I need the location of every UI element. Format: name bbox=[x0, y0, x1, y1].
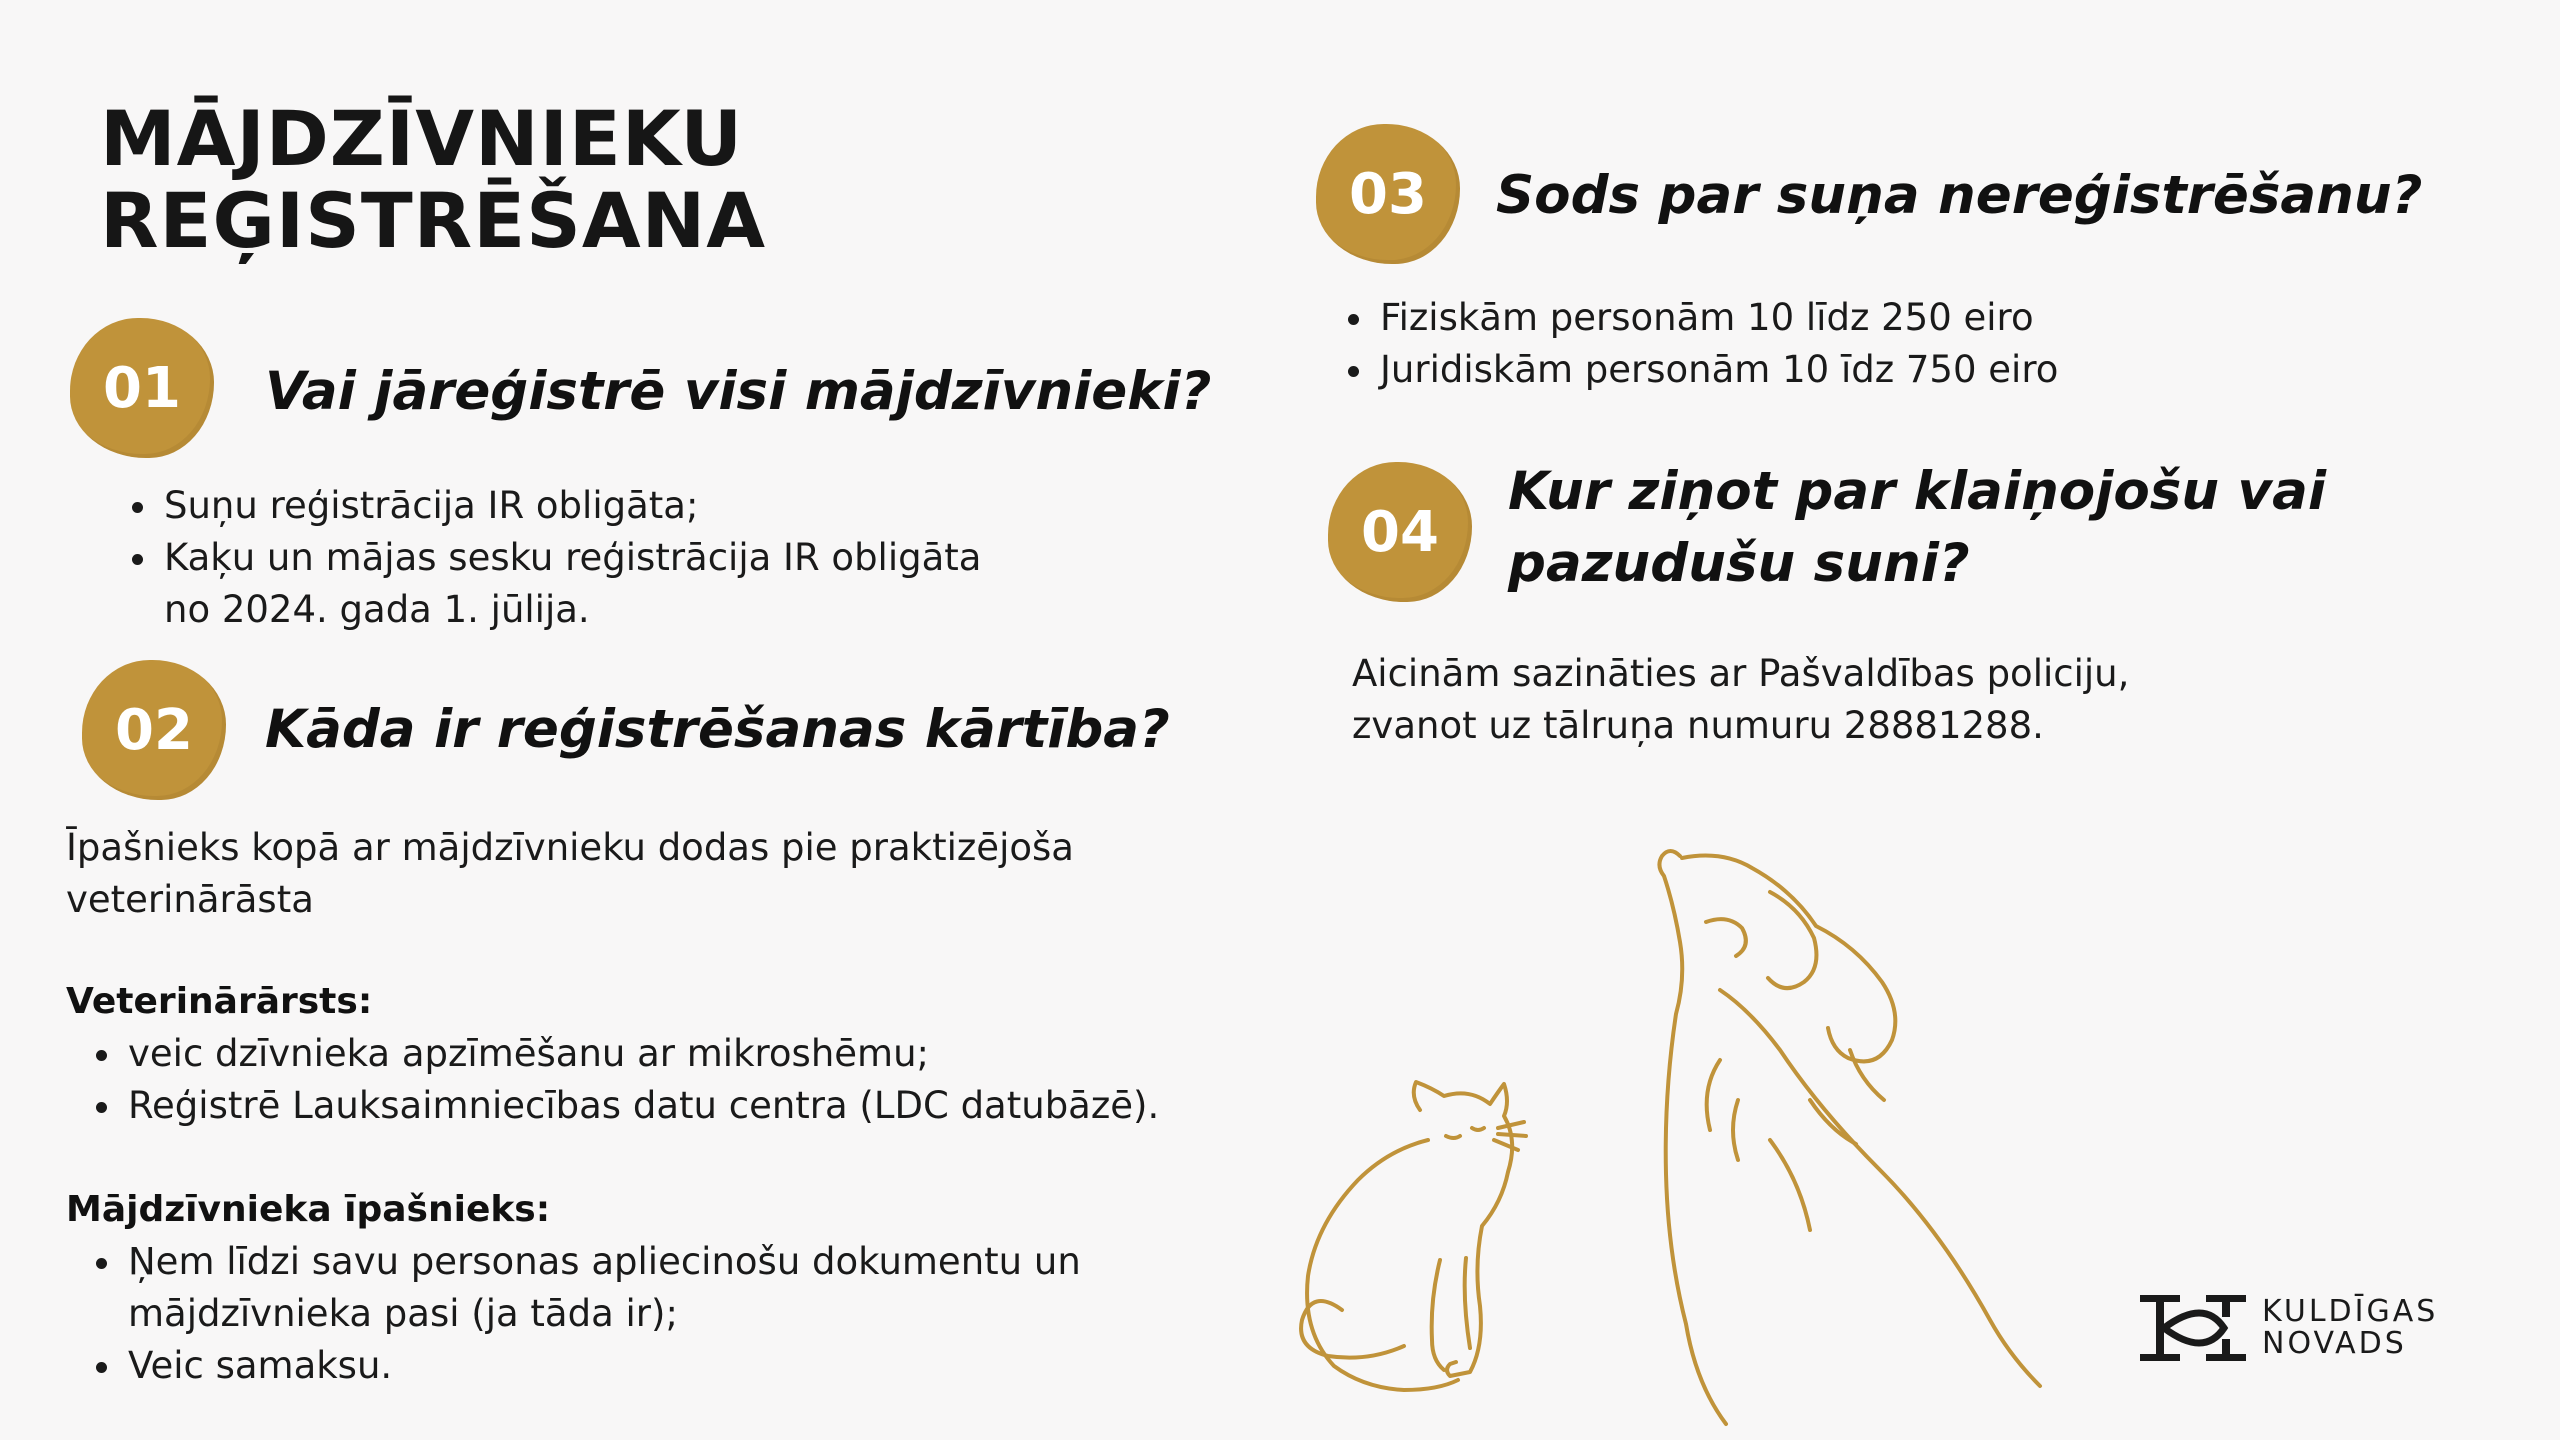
list-item: veic dzīvnieka apzīmēšanu ar mikroshēmu; bbox=[92, 1028, 1159, 1080]
section-1-heading: Vai jāreģistrē visi mājdzīvnieki? bbox=[265, 361, 1212, 422]
list-item: Veic samaksu. bbox=[92, 1340, 1081, 1392]
logo-line-1: KULDĪGAS bbox=[2262, 1294, 2439, 1329]
list-item bbox=[92, 1236, 1081, 1340]
section-4-text bbox=[1352, 648, 2129, 752]
section-3-heading: Sods par suņa nereģistrēšanu? bbox=[1496, 165, 2423, 226]
cat-and-dog-illustration bbox=[1250, 840, 2250, 1440]
section-2-intro bbox=[66, 822, 1074, 926]
logo-text bbox=[2262, 1296, 2438, 1360]
list-item: Reģistrē Lauksaimniecības datu centra (LDC datubāzē). bbox=[92, 1080, 1159, 1132]
page-title bbox=[100, 94, 767, 265]
vet-label: Veterinārārsts: bbox=[66, 981, 373, 1022]
text-line-1: Aicinām sazināties ar Pašvaldības policiju, bbox=[1352, 652, 2130, 695]
vet-list bbox=[92, 1028, 1159, 1132]
title-line-1: MĀJDZĪVNIEKU bbox=[100, 94, 744, 183]
title-line-2: REĢISTRĒŠANA bbox=[100, 176, 767, 265]
heading-line-1: Kur ziņot par klaiņojošu vai bbox=[1508, 461, 2327, 522]
section-4-number-badge: 04 bbox=[1328, 462, 1472, 602]
text-line-2: zvanot uz tālruņa numuru 28881288. bbox=[1352, 704, 2044, 747]
list-item: Kaķu un mājas sesku reģistrācija IR obligāta bbox=[128, 532, 981, 584]
cat-icon bbox=[1301, 1082, 1526, 1390]
dog-icon bbox=[1659, 851, 2040, 1424]
section-2-heading: Kāda ir reģistrēšanas kārtība? bbox=[265, 699, 1170, 760]
owner-item-line-2: mājdzīvnieka pasi (ja tāda ir); bbox=[128, 1292, 678, 1335]
logo-line-2: NOVADS bbox=[2262, 1326, 2407, 1361]
owner-list bbox=[92, 1236, 1081, 1392]
kuldigas-novads-logo bbox=[2140, 1295, 2438, 1361]
section-1-number-badge: 01 bbox=[70, 318, 214, 458]
kuldigas-logo-icon bbox=[2140, 1295, 2246, 1361]
owner-label: Mājdzīvnieka īpašnieks: bbox=[66, 1189, 551, 1230]
owner-item-line-1: Ņem līdzi savu personas apliecinošu dokumentu un bbox=[128, 1240, 1081, 1283]
section-2-number-badge: 02 bbox=[82, 660, 226, 800]
heading-line-2: pazudušu suni? bbox=[1508, 533, 1970, 594]
list-item: Juridiskām personām 10 īdz 750 eiro bbox=[1344, 344, 2058, 396]
section-3-number-badge: 03 bbox=[1316, 124, 1460, 264]
section-1-list bbox=[128, 480, 981, 584]
intro-line-2: veterinārāsta bbox=[66, 878, 314, 921]
list-item-continuation: no 2024. gada 1. jūlija. bbox=[164, 588, 590, 631]
list-item: Fiziskām personām 10 līdz 250 eiro bbox=[1344, 292, 2058, 344]
section-4-heading bbox=[1508, 456, 2326, 600]
intro-line-1: Īpašnieks kopā ar mājdzīvnieku dodas pie praktizējoša bbox=[66, 826, 1074, 869]
section-3-list bbox=[1344, 292, 2058, 396]
list-item: Suņu reģistrācija IR obligāta; bbox=[128, 480, 981, 532]
